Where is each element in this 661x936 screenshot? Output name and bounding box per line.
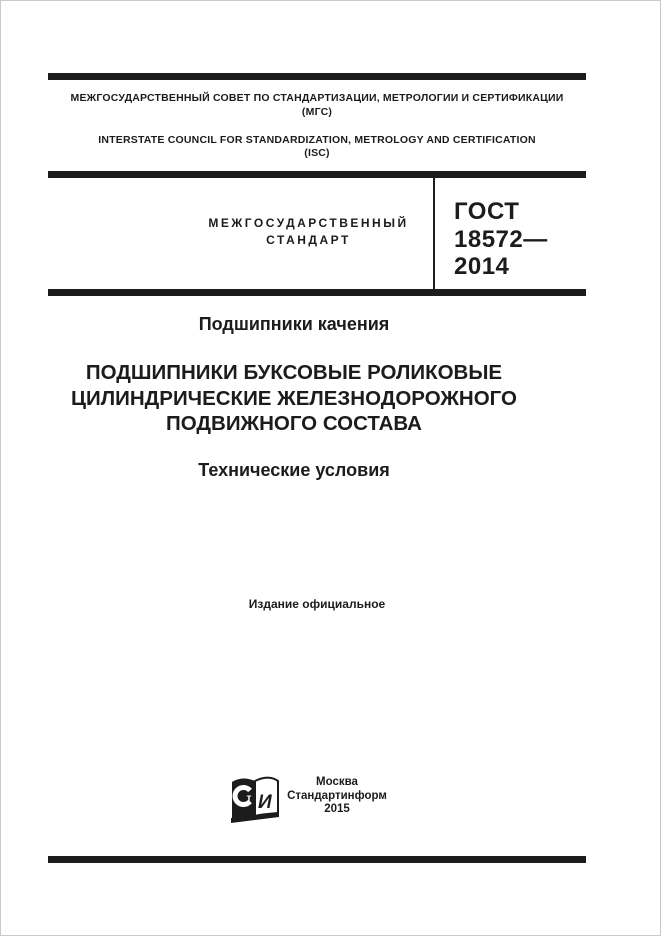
imprint-year: 2015 (324, 803, 350, 815)
logo-letter-i: И (258, 792, 272, 813)
org-header-ru-line: МЕЖГОСУДАРСТВЕННЫЙ СОВЕТ ПО СТАНДАРТИЗАЦИИ, МЕТРОЛОГИИ И СЕРТИФИКАЦИИ (70, 92, 564, 104)
bottom-rule-bar (48, 856, 586, 863)
edition-note: Издание официальное (248, 597, 386, 611)
main-title (41, 360, 547, 437)
standard-box-top-rule (48, 171, 586, 178)
org-header-ru (48, 92, 586, 119)
top-rule-bar (48, 73, 586, 80)
main-title-line1: ПОДШИПНИКИ БУКСОВЫЕ РОЛИКОВЫЕ (85, 361, 503, 384)
standard-box-divider (433, 178, 435, 289)
standard-box-bottom-rule (48, 289, 586, 296)
standard-code-line1: ГОСТ (454, 198, 520, 225)
org-header-en-line: INTERSTATE COUNCIL FOR STANDARDIZATION, METROLOGY AND CERTIFICATION (98, 134, 536, 146)
standard-code-line2: 18572— (454, 225, 548, 253)
org-header-en-abbr: (ISC) (304, 147, 330, 159)
standard-type-label (186, 215, 431, 249)
standard-type-label-line2: СТАНДАРТ (266, 233, 351, 247)
org-header-en (48, 134, 586, 160)
logo-letter-t: т (246, 793, 252, 804)
subtitle: Технические условия (198, 460, 390, 480)
imprint-city: Москва (316, 776, 358, 788)
main-title-line2: ЦИЛИНДРИЧЕСКИЕ ЖЕЛЕЗНОДОРОЖНОГО (71, 386, 517, 410)
group-title: Подшипники качения (198, 314, 390, 334)
standard-code-line3: 2014 (454, 253, 510, 280)
main-title-line3: ПОДВИЖНОГО СОСТАВА (166, 412, 422, 435)
standard-type-label-line1: МЕЖГОСУДАРСТВЕННЫЙ (208, 216, 409, 230)
org-header-ru-abbr: (МГС) (301, 105, 333, 118)
imprint (271, 776, 403, 817)
standard-code (454, 198, 594, 281)
imprint-publisher: Стандартинформ (287, 789, 387, 802)
